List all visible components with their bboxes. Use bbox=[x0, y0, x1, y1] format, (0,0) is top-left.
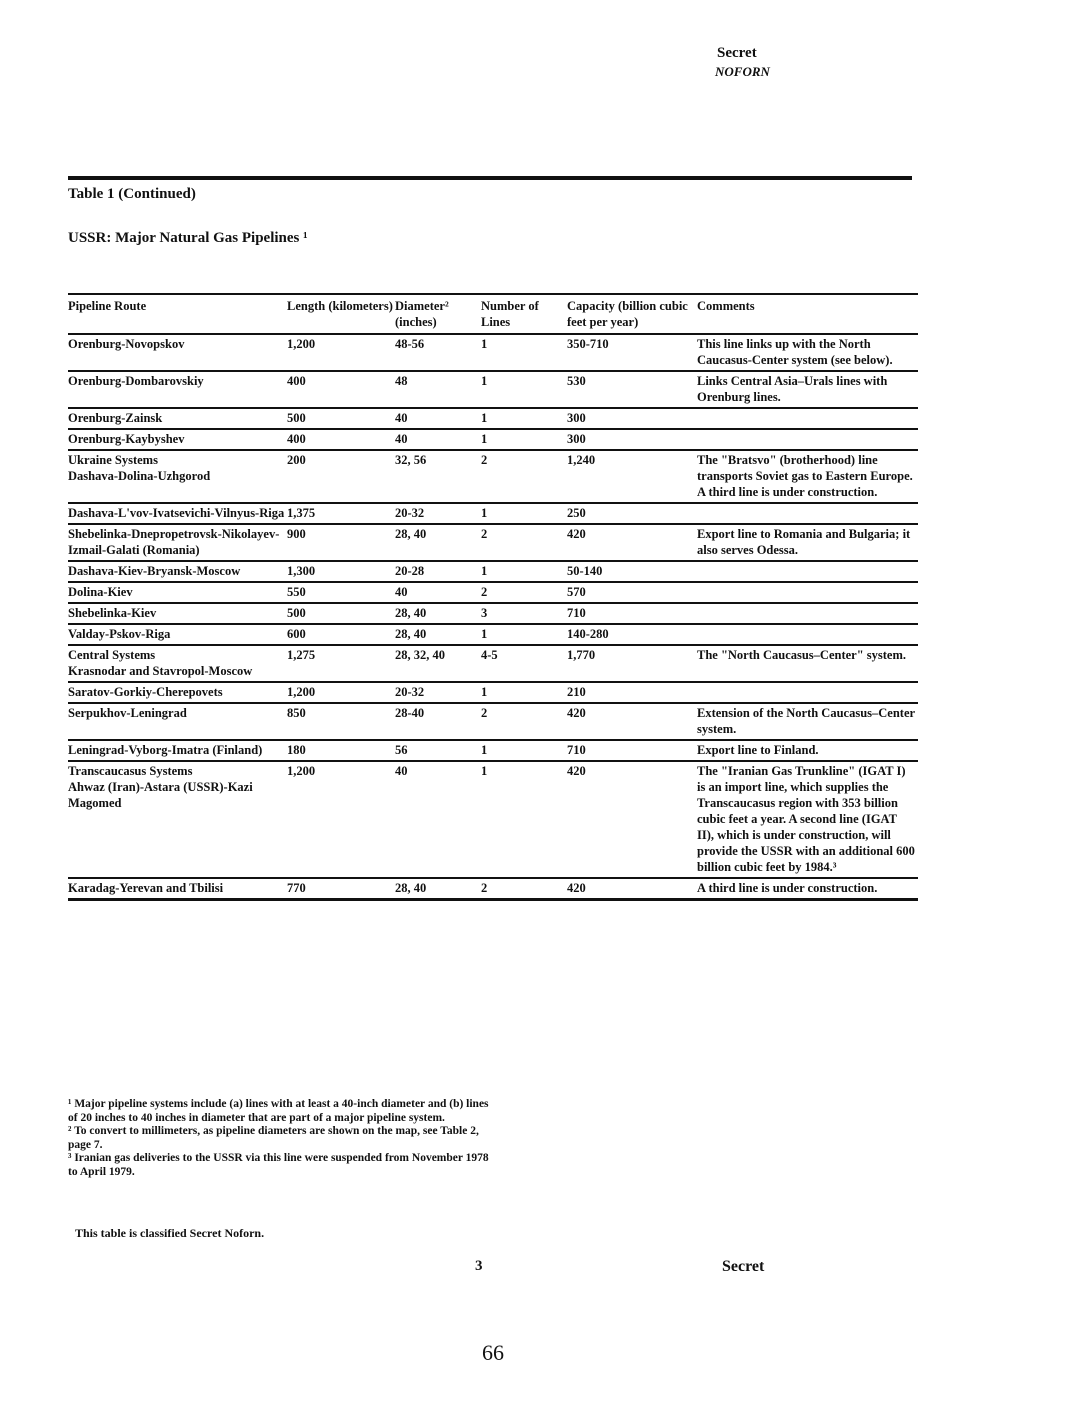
footnote-1: ¹ Major pipeline systems include (a) lines with at least a 40-inch diameter and (b) lines of 20 inches to 40 inches in diameter that are part of a major pipeline system. bbox=[68, 1098, 489, 1124]
cell-lines bbox=[481, 371, 567, 408]
col-header-length: Length (kilometers) bbox=[287, 299, 393, 313]
cell-length bbox=[287, 503, 395, 524]
cell-length bbox=[287, 429, 395, 450]
cell-route-text: Ahwaz (Iran)-Astara (USSR)-Kazi Magomed bbox=[68, 780, 253, 810]
cell-route bbox=[68, 582, 287, 603]
cell-diameter-text: 40 bbox=[395, 411, 408, 425]
cell-route bbox=[68, 624, 287, 645]
cell-lines bbox=[481, 740, 567, 761]
cell-length-text: 1,275 bbox=[287, 648, 316, 662]
cell-comments bbox=[697, 703, 918, 740]
cell-route bbox=[68, 503, 287, 524]
cell-capacity-text: 350-710 bbox=[567, 337, 609, 351]
cell-capacity-text: 420 bbox=[567, 764, 586, 778]
cell-capacity-text: 530 bbox=[567, 374, 586, 388]
cell-length-text: 600 bbox=[287, 627, 306, 641]
cell-length bbox=[287, 878, 395, 900]
cell-lines-text: 2 bbox=[481, 881, 488, 895]
cell-route-text: Dashava-Kiev-Bryansk-Moscow bbox=[68, 564, 241, 578]
header-caveat: NOFORN bbox=[715, 64, 770, 79]
system-group-label: Transcaucasus Systems bbox=[68, 764, 193, 778]
table-row bbox=[68, 582, 918, 603]
cell-diameter-text: 20-32 bbox=[395, 685, 425, 699]
table-title: USSR: Major Natural Gas Pipelines ¹ bbox=[68, 230, 308, 246]
cell-comments bbox=[697, 371, 918, 408]
table-row bbox=[68, 408, 918, 429]
cell-route-text: Orenburg-Kaybyshev bbox=[68, 432, 185, 446]
cell-length bbox=[287, 582, 395, 603]
cell-length-text: 1,200 bbox=[287, 337, 316, 351]
cell-route-text: Orenburg-Novopskov bbox=[68, 337, 185, 351]
cell-length-text: 850 bbox=[287, 706, 306, 720]
cell-capacity-text: 1,770 bbox=[567, 648, 596, 662]
cell-comments-text: The "Iranian Gas Trunkline" (IGAT I) is an import line, which supplies the Transcaucasus region with 353 billion cubic feet a year. A second line (IGAT II), which is under construction, will provide the USSR with an additional 600 billion cubic feet by 1984.³ bbox=[697, 764, 915, 874]
cell-route-text: Orenburg-Zainsk bbox=[68, 411, 163, 425]
cell-route-text: Dashava-L'vov-Ivatsevichi-Vilnyus-Riga bbox=[68, 506, 285, 520]
cell-capacity-text: 570 bbox=[567, 585, 586, 599]
cell-length-text: 180 bbox=[287, 743, 306, 757]
cell-length bbox=[287, 408, 395, 429]
cell-comments bbox=[697, 429, 918, 450]
cell-length bbox=[287, 682, 395, 703]
cell-comments bbox=[697, 408, 918, 429]
cell-diameter bbox=[395, 429, 481, 450]
cell-diameter-text: 28-40 bbox=[395, 706, 425, 720]
cell-lines bbox=[481, 408, 567, 429]
cell-capacity bbox=[567, 582, 697, 603]
table-row bbox=[68, 561, 918, 582]
cell-route-text: Valday-Pskov-Riga bbox=[68, 627, 171, 641]
cell-lines-text: 2 bbox=[481, 527, 488, 541]
pipelines-table bbox=[68, 293, 918, 901]
table-row bbox=[68, 703, 918, 740]
cell-route bbox=[68, 524, 287, 561]
cell-diameter bbox=[395, 582, 481, 603]
cell-lines-text: 1 bbox=[481, 506, 488, 520]
cell-route-text: Shebelinka-Kiev bbox=[68, 606, 157, 620]
table-row bbox=[68, 603, 918, 624]
table-row bbox=[68, 450, 918, 503]
cell-lines-text: 1 bbox=[481, 743, 488, 757]
cell-route bbox=[68, 703, 287, 740]
table-row bbox=[68, 503, 918, 524]
cell-capacity-text: 710 bbox=[567, 606, 586, 620]
cell-route bbox=[68, 371, 287, 408]
header-classification: Secret bbox=[717, 45, 757, 61]
cell-comments bbox=[697, 503, 918, 524]
cell-length bbox=[287, 703, 395, 740]
cell-capacity-text: 50-140 bbox=[567, 564, 603, 578]
cell-length-text: 1,300 bbox=[287, 564, 316, 578]
cell-capacity-text: 710 bbox=[567, 743, 586, 757]
cell-length-text: 1,375 bbox=[287, 506, 316, 520]
cell-diameter bbox=[395, 561, 481, 582]
cell-route bbox=[68, 429, 287, 450]
cell-capacity-text: 420 bbox=[567, 706, 586, 720]
cell-length bbox=[287, 761, 395, 878]
cell-lines-text: 1 bbox=[481, 685, 488, 699]
cell-comments-text: Export line to Finland. bbox=[697, 743, 819, 757]
cell-length-text: 770 bbox=[287, 881, 306, 895]
cell-route-text: Dashava-Dolina-Uzhgorod bbox=[68, 469, 211, 483]
cell-comments-text: Export line to Romania and Bulgaria; it also serves Odessa. bbox=[697, 527, 911, 557]
cell-route-text: Orenburg-Dombarovskiy bbox=[68, 374, 204, 388]
cell-comments bbox=[697, 582, 918, 603]
cell-length-text: 550 bbox=[287, 585, 306, 599]
cell-route-text: Karadag-Yerevan and Tbilisi bbox=[68, 881, 224, 895]
cell-lines bbox=[481, 624, 567, 645]
cell-lines bbox=[481, 429, 567, 450]
table-row bbox=[68, 371, 918, 408]
cell-lines-text: 1 bbox=[481, 432, 488, 446]
footnotes bbox=[68, 1098, 493, 1179]
cell-lines bbox=[481, 334, 567, 371]
cell-comments bbox=[697, 740, 918, 761]
cell-diameter bbox=[395, 645, 481, 682]
table-header-row bbox=[68, 294, 918, 334]
cell-capacity-text: 140-280 bbox=[567, 627, 609, 641]
cell-comments bbox=[697, 334, 918, 371]
cell-comments bbox=[697, 682, 918, 703]
cell-lines-text: 2 bbox=[481, 585, 488, 599]
cell-lines bbox=[481, 524, 567, 561]
cell-lines-text: 4-5 bbox=[481, 648, 498, 662]
cell-length bbox=[287, 740, 395, 761]
cell-route bbox=[68, 334, 287, 371]
handwritten-page-number: 66 bbox=[482, 1340, 504, 1365]
cell-comments-text: Extension of the North Caucasus–Center system. bbox=[697, 706, 915, 736]
cell-length bbox=[287, 645, 395, 682]
cell-diameter-text: 40 bbox=[395, 585, 408, 599]
cell-route bbox=[68, 450, 287, 503]
cell-capacity bbox=[567, 561, 697, 582]
cell-lines-text: 1 bbox=[481, 374, 488, 388]
cell-comments bbox=[697, 761, 918, 878]
col-header-route: Pipeline Route bbox=[68, 299, 147, 313]
cell-comments bbox=[697, 624, 918, 645]
cell-diameter bbox=[395, 334, 481, 371]
cell-capacity bbox=[567, 450, 697, 503]
table-row bbox=[68, 645, 918, 682]
cell-comments-text: A third line is under construction. bbox=[697, 881, 878, 895]
cell-capacity bbox=[567, 334, 697, 371]
cell-diameter-text: 20-28 bbox=[395, 564, 425, 578]
cell-route bbox=[68, 603, 287, 624]
cell-comments-text: The "North Caucasus–Center" system. bbox=[697, 648, 907, 662]
cell-length-text: 1,200 bbox=[287, 764, 316, 778]
cell-lines bbox=[481, 582, 567, 603]
col-header-capacity: Capacity (billion cubic feet per year) bbox=[567, 299, 688, 329]
cell-route bbox=[68, 740, 287, 761]
cell-diameter-text: 32, 56 bbox=[395, 453, 427, 467]
cell-comments-text: Links Central Asia–Urals lines with Orenburg lines. bbox=[697, 374, 888, 404]
cell-capacity bbox=[567, 524, 697, 561]
cell-route-text: Dolina-Kiev bbox=[68, 585, 133, 599]
cell-capacity-text: 300 bbox=[567, 432, 586, 446]
cell-length bbox=[287, 603, 395, 624]
footnote-3: ³ Iranian gas deliveries to the USSR via this line were suspended from November 1978 to April 1979. bbox=[68, 1152, 489, 1178]
cell-route bbox=[68, 561, 287, 582]
cell-comments bbox=[697, 603, 918, 624]
cell-lines-text: 1 bbox=[481, 411, 488, 425]
cell-length bbox=[287, 334, 395, 371]
cell-capacity-text: 210 bbox=[567, 685, 586, 699]
cell-comments-text: The "Bratsvo" (brotherhood) line transports Soviet gas to Eastern Europe. A third line is under construction. bbox=[697, 453, 913, 499]
cell-route-text: Shebelinka-Dnepropetrovsk-Nikolayev-Izmail-Galati (Romania) bbox=[68, 527, 280, 557]
cell-route bbox=[68, 408, 287, 429]
cell-diameter-text: 28, 40 bbox=[395, 627, 427, 641]
cell-diameter bbox=[395, 740, 481, 761]
footnote-2: ² To convert to millimeters, as pipeline diameters are shown on the map, see Table 2, page 7. bbox=[68, 1125, 479, 1151]
cell-length bbox=[287, 561, 395, 582]
cell-lines bbox=[481, 450, 567, 503]
cell-capacity bbox=[567, 603, 697, 624]
cell-diameter bbox=[395, 603, 481, 624]
cell-length-text: 400 bbox=[287, 374, 306, 388]
cell-capacity-text: 420 bbox=[567, 527, 586, 541]
classification-note: This table is classified Secret Noforn. bbox=[75, 1226, 265, 1240]
table-caption: Table 1 (Continued) bbox=[68, 186, 196, 202]
footer-classification: Secret bbox=[722, 1258, 765, 1275]
cell-length bbox=[287, 450, 395, 503]
cell-diameter-text: 28, 32, 40 bbox=[395, 648, 445, 662]
cell-lines-text: 1 bbox=[481, 337, 488, 351]
cell-diameter-text: 28, 40 bbox=[395, 606, 427, 620]
cell-diameter-text: 28, 40 bbox=[395, 881, 427, 895]
cell-capacity bbox=[567, 645, 697, 682]
cell-diameter bbox=[395, 703, 481, 740]
cell-route-text: Leningrad-Vyborg-Imatra (Finland) bbox=[68, 743, 263, 757]
table-row bbox=[68, 740, 918, 761]
cell-diameter bbox=[395, 624, 481, 645]
system-group-label: Ukraine Systems bbox=[68, 453, 158, 467]
cell-comments bbox=[697, 645, 918, 682]
cell-diameter-text: 40 bbox=[395, 764, 408, 778]
cell-route bbox=[68, 645, 287, 682]
cell-capacity-text: 300 bbox=[567, 411, 586, 425]
cell-lines-text: 1 bbox=[481, 764, 488, 778]
cell-comments bbox=[697, 561, 918, 582]
cell-length-text: 1,200 bbox=[287, 685, 316, 699]
page-number: 3 bbox=[475, 1258, 483, 1274]
cell-capacity-text: 420 bbox=[567, 881, 586, 895]
cell-diameter bbox=[395, 524, 481, 561]
top-rule-divider bbox=[68, 176, 912, 180]
cell-route bbox=[68, 682, 287, 703]
cell-capacity bbox=[567, 371, 697, 408]
cell-comments bbox=[697, 878, 918, 900]
cell-diameter bbox=[395, 503, 481, 524]
cell-length-text: 400 bbox=[287, 432, 306, 446]
table-row bbox=[68, 524, 918, 561]
cell-capacity bbox=[567, 682, 697, 703]
cell-route-text: Krasnodar and Stavropol-Moscow bbox=[68, 664, 253, 678]
cell-diameter-text: 48 bbox=[395, 374, 408, 388]
cell-lines bbox=[481, 503, 567, 524]
table-row bbox=[68, 878, 918, 900]
cell-lines-text: 2 bbox=[481, 453, 488, 467]
cell-diameter bbox=[395, 682, 481, 703]
cell-diameter-text: 48-56 bbox=[395, 337, 425, 351]
cell-lines bbox=[481, 645, 567, 682]
cell-capacity bbox=[567, 761, 697, 878]
cell-diameter bbox=[395, 408, 481, 429]
cell-diameter bbox=[395, 761, 481, 878]
cell-length-text: 200 bbox=[287, 453, 306, 467]
cell-lines bbox=[481, 603, 567, 624]
cell-capacity-text: 250 bbox=[567, 506, 586, 520]
table-row bbox=[68, 624, 918, 645]
cell-lines-text: 1 bbox=[481, 564, 488, 578]
col-header-comments: Comments bbox=[697, 299, 755, 313]
cell-lines bbox=[481, 878, 567, 900]
cell-diameter-text: 28, 40 bbox=[395, 527, 427, 541]
cell-diameter-text: 40 bbox=[395, 432, 408, 446]
cell-capacity bbox=[567, 624, 697, 645]
cell-lines-text: 3 bbox=[481, 606, 488, 620]
cell-route bbox=[68, 878, 287, 900]
cell-length-text: 900 bbox=[287, 527, 306, 541]
cell-capacity-text: 1,240 bbox=[567, 453, 596, 467]
cell-capacity bbox=[567, 878, 697, 900]
cell-lines bbox=[481, 682, 567, 703]
cell-lines-text: 2 bbox=[481, 706, 488, 720]
table-row bbox=[68, 429, 918, 450]
table-row bbox=[68, 682, 918, 703]
cell-capacity bbox=[567, 503, 697, 524]
cell-length bbox=[287, 524, 395, 561]
table-row bbox=[68, 334, 918, 371]
cell-comments bbox=[697, 450, 918, 503]
table-row bbox=[68, 761, 918, 878]
cell-lines bbox=[481, 703, 567, 740]
cell-diameter bbox=[395, 878, 481, 900]
cell-diameter-text: 20-32 bbox=[395, 506, 425, 520]
cell-length-text: 500 bbox=[287, 606, 306, 620]
cell-lines bbox=[481, 761, 567, 878]
cell-route bbox=[68, 761, 287, 878]
cell-capacity bbox=[567, 429, 697, 450]
cell-capacity bbox=[567, 703, 697, 740]
cell-lines bbox=[481, 561, 567, 582]
cell-length bbox=[287, 371, 395, 408]
cell-diameter-text: 56 bbox=[395, 743, 408, 757]
cell-capacity bbox=[567, 408, 697, 429]
cell-comments-text: This line links up with the North Caucasus-Center system (see below). bbox=[697, 337, 893, 367]
cell-lines-text: 1 bbox=[481, 627, 488, 641]
cell-comments bbox=[697, 524, 918, 561]
cell-capacity bbox=[567, 740, 697, 761]
cell-length-text: 500 bbox=[287, 411, 306, 425]
system-group-label: Central Systems bbox=[68, 648, 156, 662]
cell-route-text: Serpukhov-Leningrad bbox=[68, 706, 187, 720]
cell-route-text: Saratov-Gorkiy-Cherepovets bbox=[68, 685, 223, 699]
cell-length bbox=[287, 624, 395, 645]
col-header-lines: Number of Lines bbox=[481, 299, 539, 329]
col-header-diameter: Diameter² (inches) bbox=[395, 299, 449, 329]
cell-diameter bbox=[395, 450, 481, 503]
cell-diameter bbox=[395, 371, 481, 408]
